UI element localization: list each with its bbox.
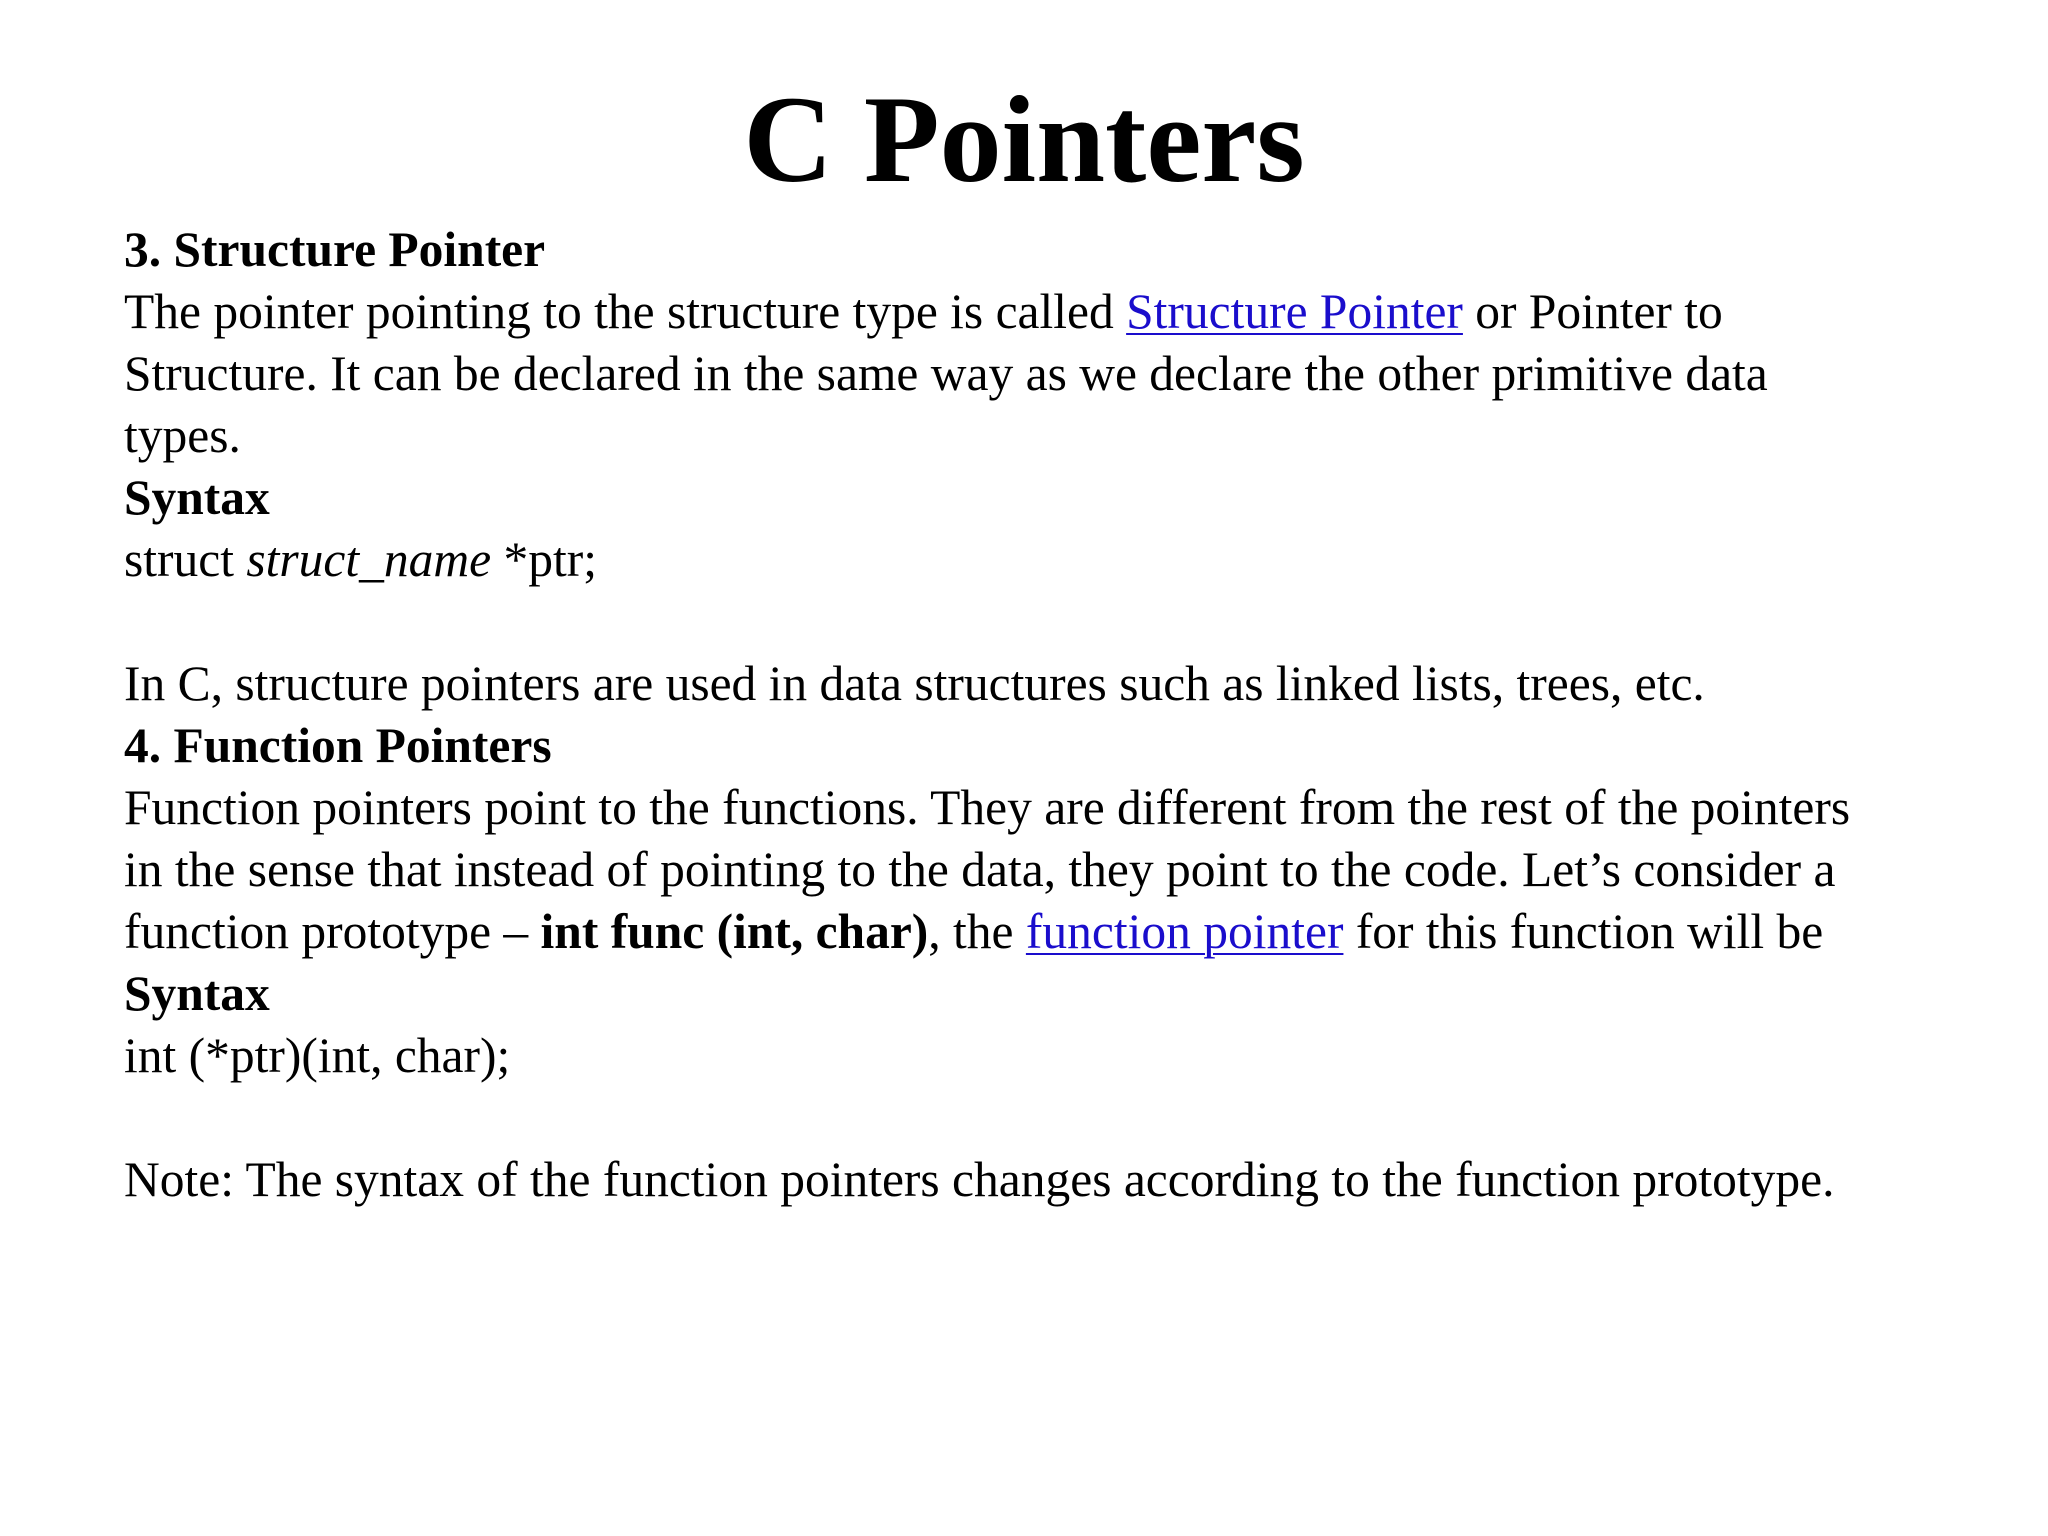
blank-line	[124, 591, 1984, 653]
paragraph-line	[124, 281, 1984, 343]
function-prototype: int func (int, char)	[540, 904, 929, 959]
section-heading-function-pointers: 4. Function Pointers	[124, 718, 552, 773]
paragraph-line: in the sense that instead of pointing to the data, they point to the code. Let’s consider a	[124, 842, 1836, 897]
paragraph-line: In C, structure pointers are used in data structures such as linked lists, trees, etc.	[124, 656, 1705, 711]
text-run: The pointer pointing to the structure type is called	[124, 284, 1127, 339]
paragraph-line: Function pointers point to the functions. They are different from the rest of the pointers	[124, 780, 1851, 835]
syntax-label: Syntax	[124, 966, 270, 1021]
text-run: or Pointer to	[1462, 284, 1723, 339]
structure-pointer-link[interactable]: Structure Pointer	[1126, 284, 1463, 339]
note-text: Note: The syntax of the function pointers changes according to the function prototype.	[124, 1152, 1835, 1207]
syntax-code-function: int (*ptr)(int, char);	[124, 1028, 511, 1083]
text-run: for this function will be	[1343, 904, 1824, 959]
text-run: , the	[928, 904, 1026, 959]
function-pointer-link[interactable]: function pointer	[1025, 904, 1344, 959]
paragraph-line: Structure. It can be declared in the same way as we declare the other primitive data	[124, 346, 1768, 401]
section-heading-structure-pointer: 3. Structure Pointer	[124, 222, 546, 277]
text-run: *ptr;	[491, 532, 597, 587]
syntax-code-structure	[124, 529, 1984, 591]
paragraph-line	[124, 901, 1984, 963]
blank-line	[124, 1087, 1984, 1149]
slide-body	[124, 219, 1984, 1211]
page-title: C Pointers	[743, 71, 1305, 208]
struct-name-placeholder: struct_name	[246, 532, 492, 587]
paragraph-line: types.	[124, 408, 241, 463]
text-run: function prototype –	[124, 904, 541, 959]
syntax-label: Syntax	[124, 470, 270, 525]
text-run: struct	[124, 532, 247, 587]
